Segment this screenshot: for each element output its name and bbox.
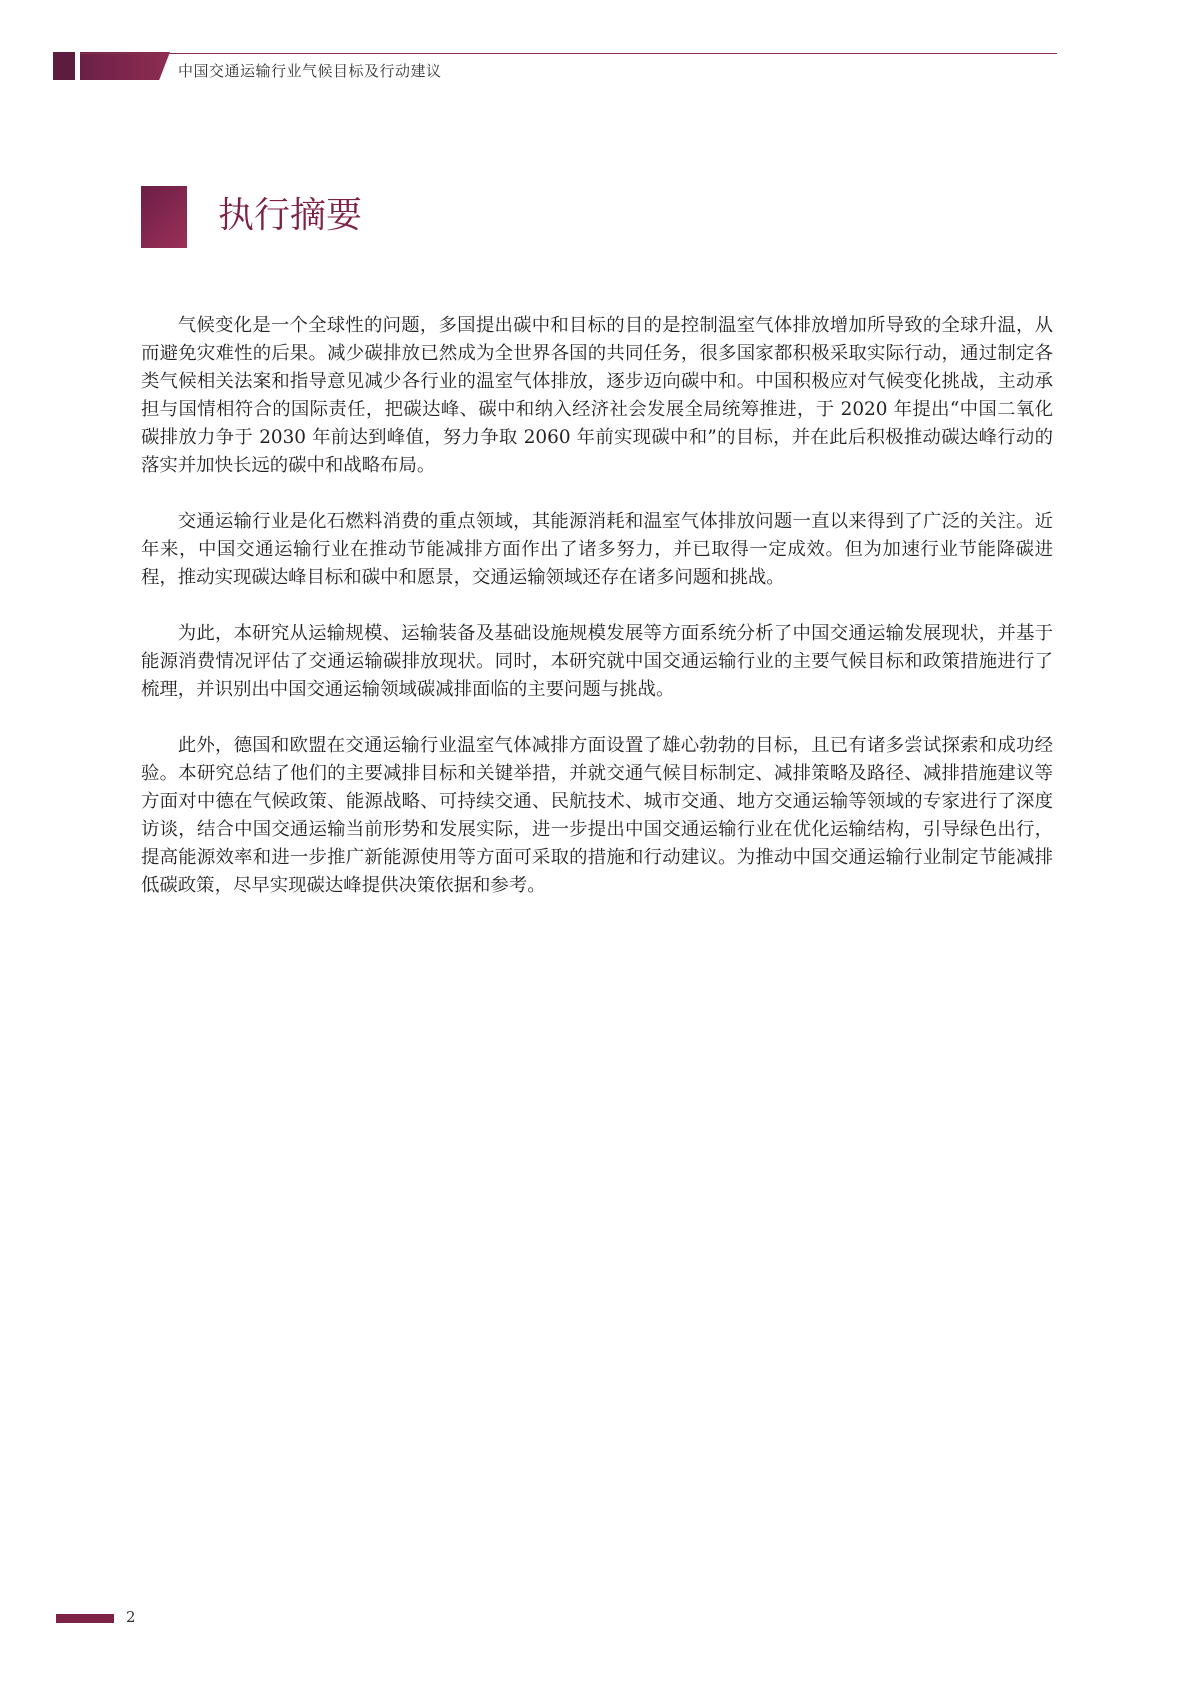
- header-square-mark: [53, 52, 75, 80]
- paragraph: 此外，德国和欧盟在交通运输行业温室气体减排方面设置了雄心勃勃的目标，且已有诸多尝试探索和成功经验。本研究总结了他们的主要减排目标和关键举措，并就交通气候目标制定、减排策略及路径、减排措施建议等方面对中德在气候政策、能源战略、可持续交通、民航技术、城市交通、地方交通运输等领域的专家进行了深度访谈，结合中国交通运输当前形势和发展实际，进一步提出中国交通运输行业在优化运输结构，引导绿色出行，提高能源效率和进一步推广新能源使用等方面可采取的措施和行动建议。为推动中国交通运输行业制定节能减排低碳政策，尽早实现碳达峰提供决策依据和参考。: [141, 735, 1053, 896]
- paragraph: 为此，本研究从运输规模、运输装备及基础设施规模发展等方面系统分析了中国交通运输发展现状，并基于能源消费情况评估了交通运输碳排放现状。同时，本研究就中国交通运输行业的主要气候目标和政策措施进行了梳理，并识别出中国交通运输领域碳减排面临的主要问题与挑战。: [141, 623, 1053, 700]
- body-text: [141, 312, 1053, 928]
- section-title: 执行摘要: [218, 195, 363, 236]
- page-number: 2: [126, 1608, 136, 1626]
- footer-accent-bar: [56, 1614, 114, 1623]
- paragraph: 交通运输行业是化石燃料消费的重点领域，其能源消耗和温室气体排放问题一直以来得到了广泛的关注。近年来，中国交通运输行业在推动节能减排方面作出了诸多努力，并已取得一定成效。但为加速行业节能降碳进程，推动实现碳达峰目标和碳中和愿景，交通运输领域还存在诸多问题和挑战。: [141, 511, 1053, 588]
- paragraph: 气候变化是一个全球性的问题，多国提出碳中和目标的目的是控制温室气体排放增加所导致的全球升温，从而避免灾难性的后果。减少碳排放已然成为全世界各国的共同任务，很多国家都积极采取实际行动，通过制定各类气候相关法案和指导意见减少各行业的温室气体排放，逐步迈向碳中和。中国积极应对气候变化挑战，主动承担与国情相符合的国际责任，把碳达峰、碳中和纳入经济社会发展全局统筹推进，于 2020 年提出“中国二氧化碳排放力争于 2030 年前达到峰值，努力争取 2060 年前实现碳中和”的目标，并在此后积极推动碳达峰行动的落实并加快长远的碳中和战略布局。: [141, 315, 1053, 476]
- section-heading-block: [141, 186, 187, 248]
- header-accent-bar: [80, 52, 170, 80]
- header-rule-line: [80, 53, 1057, 54]
- running-header-title: 中国交通运输行业气候目标及行动建议: [178, 62, 442, 80]
